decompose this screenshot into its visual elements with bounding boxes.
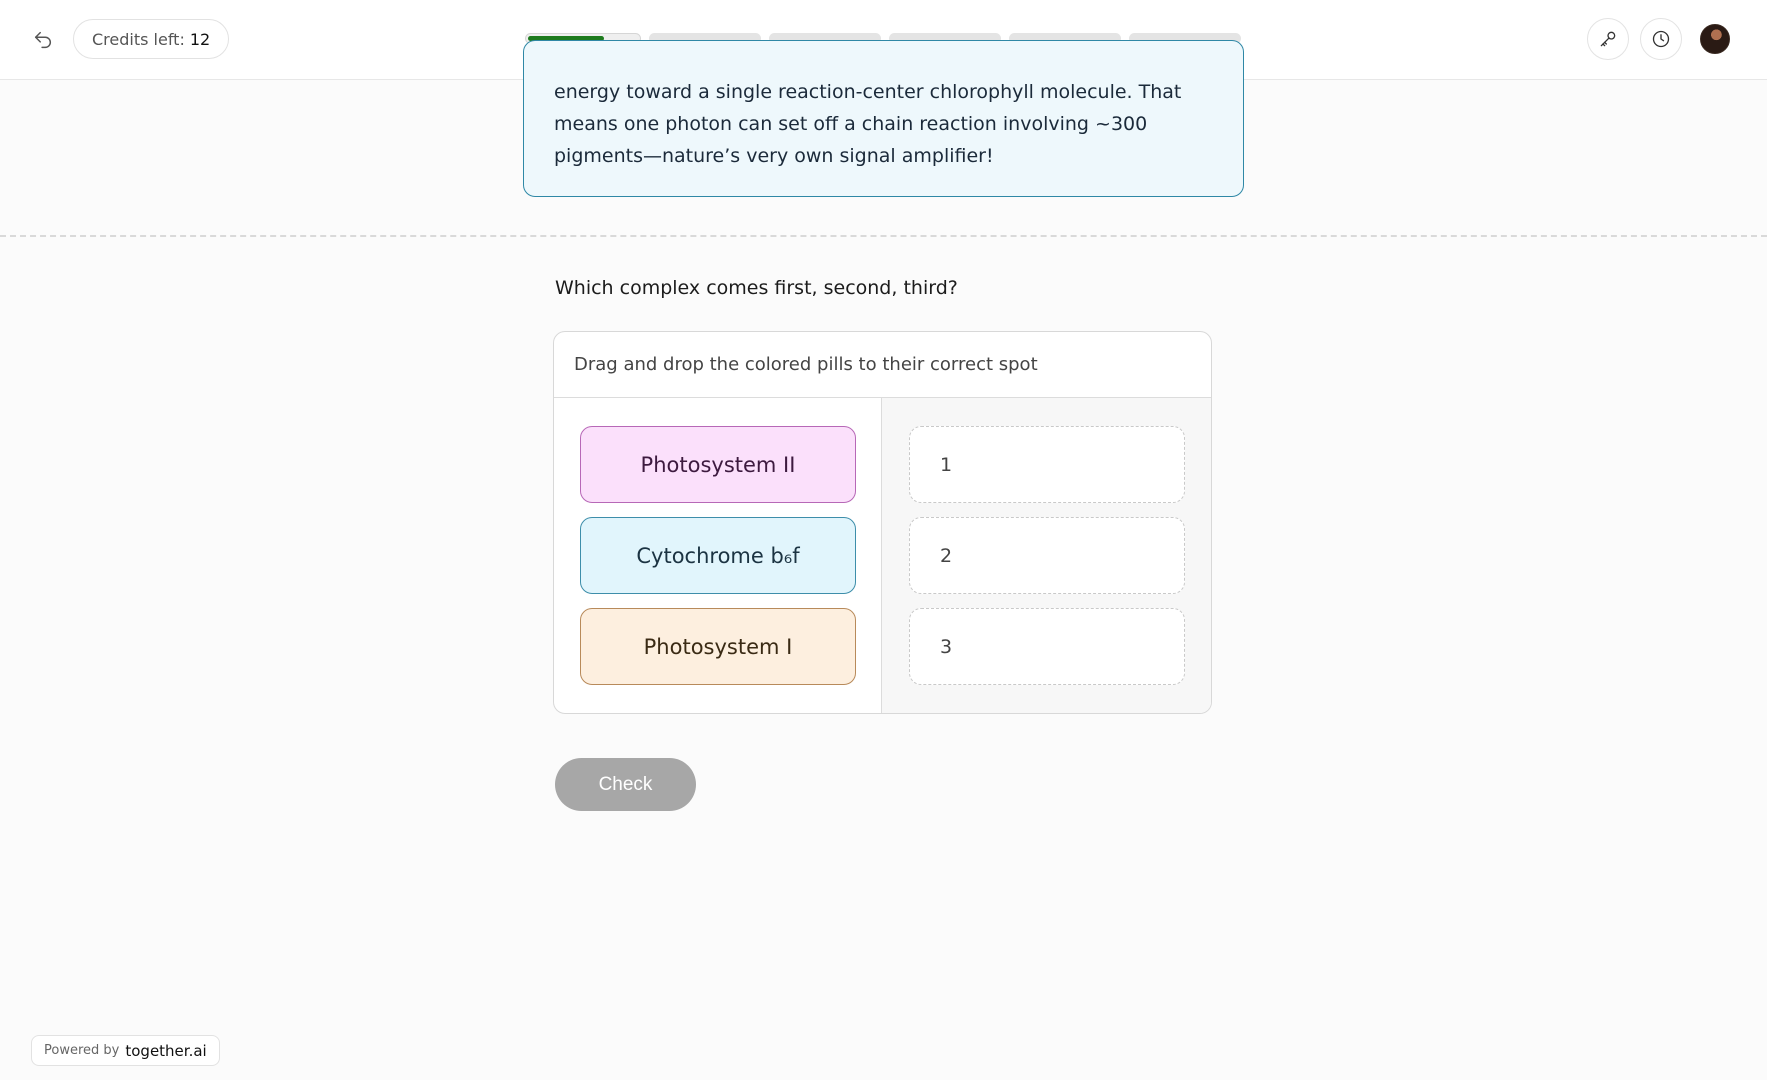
brand-name: together.ai <box>125 1041 207 1060</box>
check-button[interactable]: Check <box>555 758 696 811</box>
powered-by-label: Powered by <box>44 1043 120 1058</box>
drop-zone-column <box>882 398 1211 714</box>
pill-photosystem-i[interactable]: Photosystem I <box>580 608 856 685</box>
info-card <box>523 40 1244 197</box>
pill-bank <box>554 398 882 714</box>
credits-label: Credits left: <box>92 29 185 49</box>
drag-drop-instruction: Drag and drop the colored pills to their correct spot <box>554 332 1211 398</box>
drop-slot-3[interactable]: 3 <box>909 608 1185 685</box>
pill-cytochrome-b6f[interactable]: Cytochrome b₆f <box>580 517 856 594</box>
key-icon[interactable] <box>1587 18 1629 60</box>
question-text: Which complex comes first, second, third? <box>555 277 958 299</box>
powered-by-badge[interactable] <box>31 1035 220 1066</box>
info-card-text: energy toward a single reaction-center chlorophyll molecule. That means one photon can set off a chain reaction involving ~300 pigments—nature’s very own signal amplifier! <box>554 81 1182 167</box>
clock-icon[interactable] <box>1640 18 1682 60</box>
credits-badge <box>73 19 229 59</box>
drag-drop-panel <box>553 331 1212 714</box>
avatar[interactable] <box>1700 24 1730 54</box>
drop-slot-1[interactable]: 1 <box>909 426 1185 503</box>
pill-photosystem-ii[interactable]: Photosystem II <box>580 426 856 503</box>
credits-value: 12 <box>189 29 211 49</box>
undo-icon[interactable] <box>28 25 58 55</box>
drop-slot-2[interactable]: 2 <box>909 517 1185 594</box>
section-divider <box>0 235 1767 237</box>
